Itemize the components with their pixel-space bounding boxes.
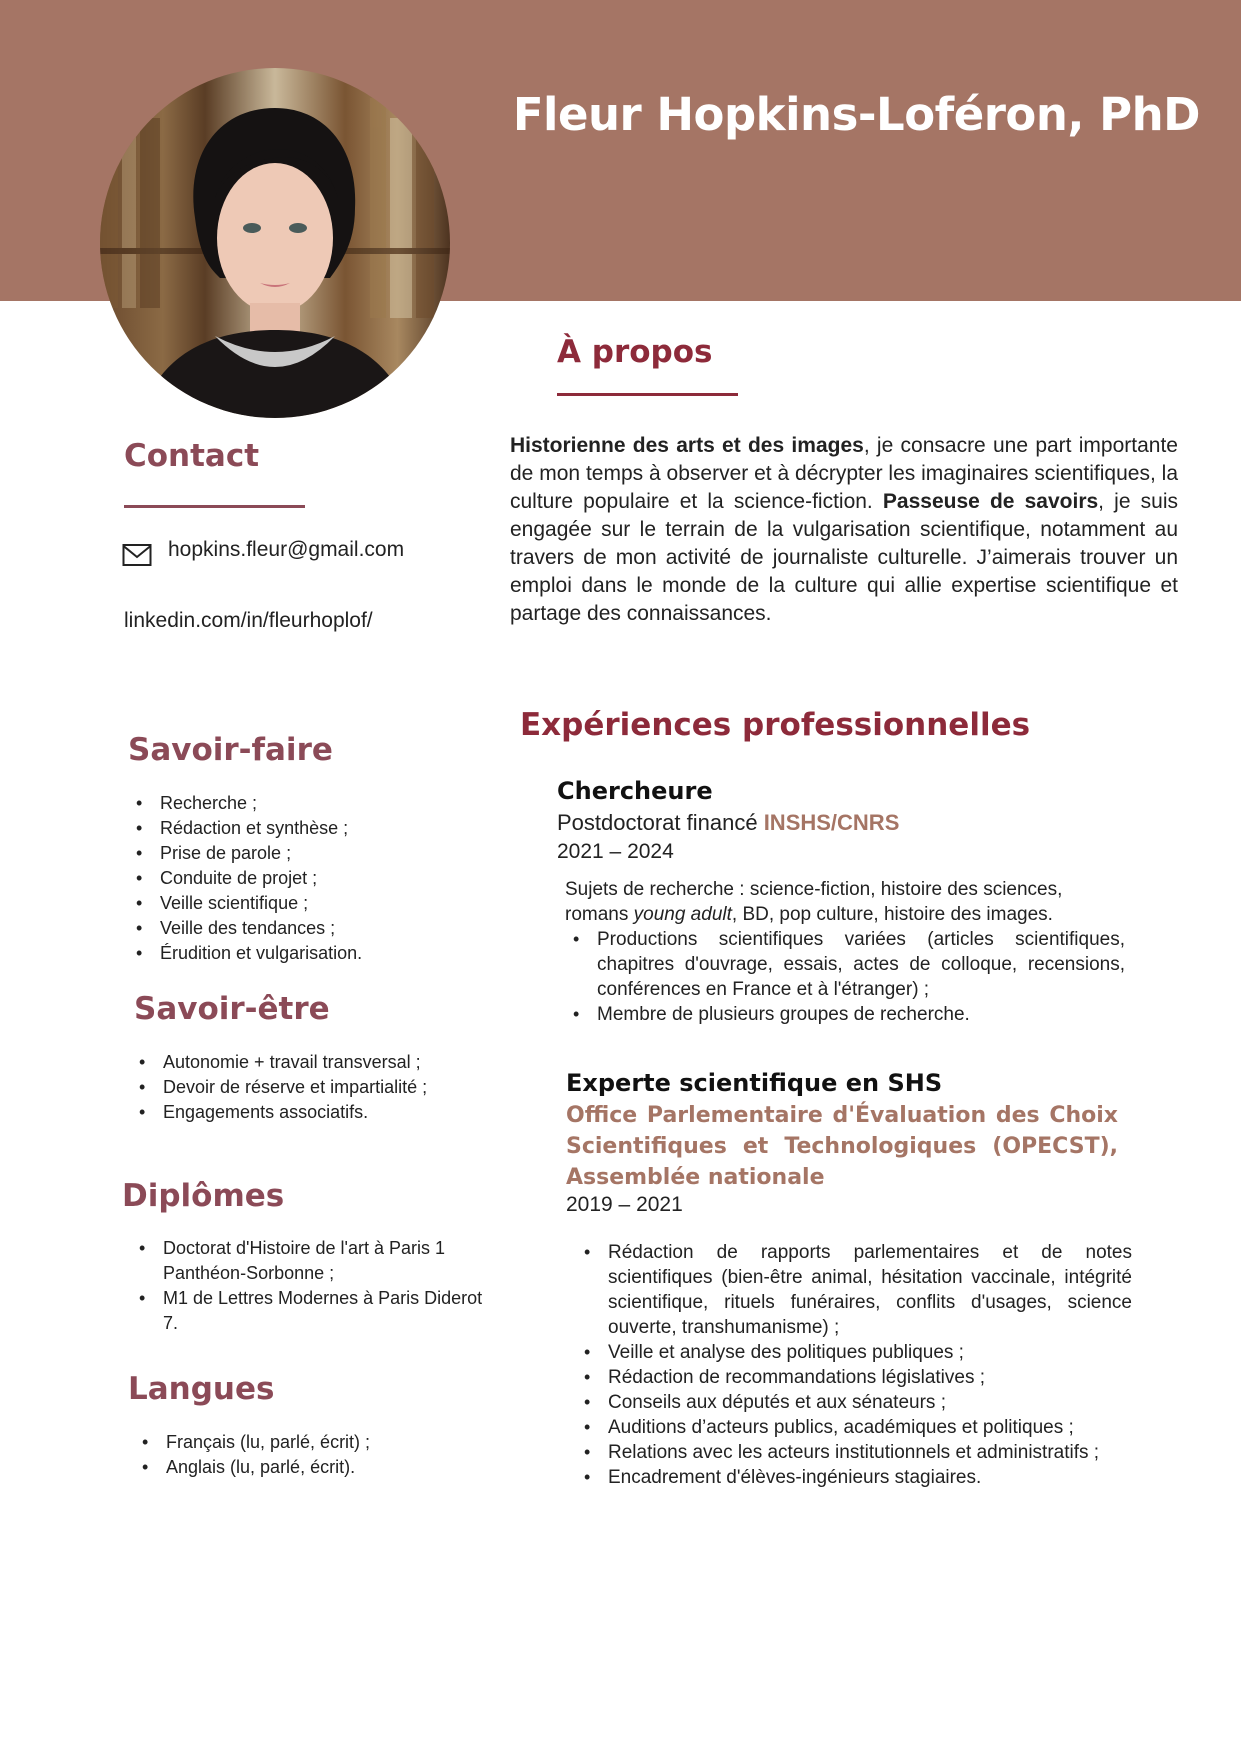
about-heading: À propos (557, 334, 713, 370)
savoir-etre-list (131, 1050, 511, 1125)
about-underline (557, 393, 738, 396)
list-item: • Recherche ; (128, 791, 508, 816)
list-item: • Conduite de projet ; (128, 866, 508, 891)
job2-org: Office Parlementaire d'Évaluation des Choix Scientifiques et Technologiques (OPECST), Assemblée nationale (566, 1103, 1118, 1190)
email-link[interactable]: hopkins.fleur@gmail.com (168, 538, 405, 561)
job1-subtitle (557, 810, 899, 836)
savoir-faire-list (128, 791, 508, 966)
contact-underline (124, 505, 305, 508)
about-text-2: , je suis engagée sur le terrain de la vulgarisation scientifique, notamment au travers de mon activité de journaliste culturelle. J’aimerais trouver un emploi dans le monde de la culture qui allie expertise scientifique et partage des connaissances. (510, 490, 1178, 625)
job1-topics-b: , BD, pop culture, histoire des images. (731, 904, 1053, 925)
experiences-heading: Expériences professionnelles (520, 707, 1031, 743)
about-bold-1: Historienne des arts et des images (510, 434, 864, 457)
list-item: • Conseils aux députés et aux sénateurs ; (576, 1390, 1132, 1415)
list-item: • Relations avec les acteurs institutionnels et administratifs ; (576, 1440, 1132, 1465)
list-item: • Anglais (lu, parlé, écrit). (134, 1455, 504, 1480)
about-text-1: , je consacre une part importante de mon temps à observer et à décrypter les imaginaires scientifiques, la culture populaire et la science-fiction. (510, 434, 1178, 513)
job1-topics-a: Sujets de recherche : science-fiction, histoire des sciences, romans (565, 879, 1063, 925)
list-item: • Encadrement d'élèves-ingénieurs stagiaires. (576, 1465, 1132, 1490)
list-item: • Doctorat d'Histoire de l'art à Paris 1 Panthéon-Sorbonne ; (131, 1236, 501, 1286)
langues-list (134, 1430, 504, 1480)
list-item: • Rédaction de rapports parlementaires et de notes scientifiques (bien-être animal, hésitation vaccinale, intégrité scientifique, rituels funéraires, conflits d'usages, science ouverte, transhumanisme) ; (576, 1240, 1132, 1340)
savoir-faire-heading: Savoir-faire (128, 732, 333, 768)
job2-dates: 2019 – 2021 (566, 1193, 683, 1216)
job1-position: Postdoctorat financé (557, 810, 764, 835)
list-item: • Engagements associatifs. (131, 1100, 511, 1125)
portrait-illustration (100, 68, 450, 418)
list-item: • Membre de plusieurs groupes de recherche. (565, 1002, 1125, 1027)
mail-icon (122, 543, 152, 567)
list-item: • M1 de Lettres Modernes à Paris Diderot 7. (131, 1286, 501, 1336)
contact-heading: Contact (124, 438, 260, 474)
list-item: • Rédaction de recommandations législatives ; (576, 1365, 1132, 1390)
list-item: • Veille et analyse des politiques publiques ; (576, 1340, 1132, 1365)
job2-title: Experte scientifique en SHS (566, 1069, 943, 1097)
list-item: • Productions scientifiques variées (articles scientifiques, chapitres d'ouvrage, essais, actes de colloque, recensions, conférences en France et à l'étranger) ; (565, 927, 1125, 1002)
list-item: • Érudition et vulgarisation. (128, 941, 508, 966)
list-item: • Veille scientifique ; (128, 891, 508, 916)
list-item: • Veille des tendances ; (128, 916, 508, 941)
list-item: • Rédaction et synthèse ; (128, 816, 508, 841)
job1-topics (565, 877, 1125, 927)
about-bold-2: Passeuse de savoirs (882, 490, 1099, 513)
job1-org: INSHS/CNRS (763, 810, 900, 835)
job1-title: Chercheure (557, 777, 713, 805)
savoir-etre-heading: Savoir-être (134, 991, 330, 1027)
linkedin-link[interactable]: linkedin.com/in/fleurhoplof/ (124, 609, 373, 632)
job1-bullets (565, 927, 1125, 1027)
job1-dates: 2021 – 2024 (557, 840, 674, 863)
candidate-name: Fleur Hopkins-Loféron, PhD (512, 88, 1200, 141)
list-item: • Prise de parole ; (128, 841, 508, 866)
job2-bullets (576, 1240, 1132, 1490)
diplomes-list (131, 1236, 501, 1336)
about-paragraph (510, 432, 1178, 628)
profile-photo (100, 68, 450, 418)
list-item: • Auditions d’acteurs publics, académiques et politiques ; (576, 1415, 1132, 1440)
list-item: • Autonomie + travail transversal ; (131, 1050, 511, 1075)
langues-heading: Langues (128, 1371, 275, 1407)
list-item: • Français (lu, parlé, écrit) ; (134, 1430, 504, 1455)
diplomes-heading: Diplômes (122, 1178, 285, 1214)
list-item: • Devoir de réserve et impartialité ; (131, 1075, 511, 1100)
job1-topics-italic: young adult (633, 904, 732, 925)
